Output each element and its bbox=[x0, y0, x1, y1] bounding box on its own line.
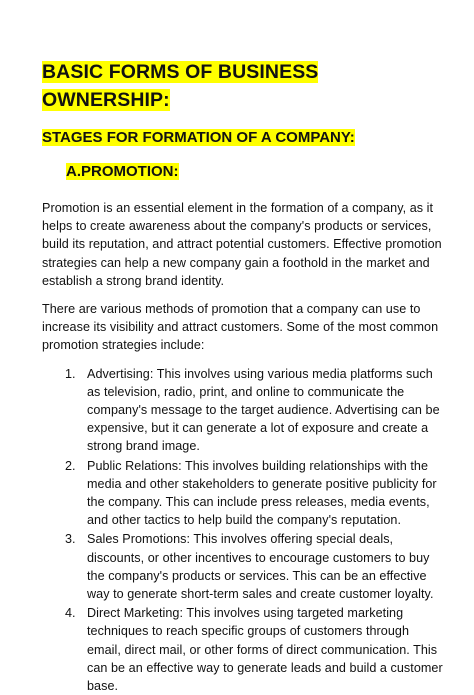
section-highlight: A.PROMOTION: bbox=[66, 163, 179, 180]
list-item-number: 1. bbox=[65, 366, 76, 381]
list-item bbox=[42, 365, 444, 456]
list-item-text: Advertising: This involves using various media platforms such as television, radio, print, and online to communicate the company's message to the target audience. Advertising can be expensive, but it can generate a lot of exposure and create a strong brand image. bbox=[87, 366, 440, 454]
list-item-number: 4. bbox=[65, 606, 76, 621]
section-heading bbox=[66, 161, 444, 183]
list-item-text: Public Relations: This involves building relationships with the media and other stakeholders to generate positive publicity for the company. This can include press releases, media events, and other tactics to help build the company's reputation. bbox=[87, 458, 437, 528]
list-item bbox=[42, 457, 444, 530]
document-subtitle bbox=[42, 127, 444, 149]
document-title bbox=[42, 58, 444, 114]
list-item-text: Sales Promotions: This involves offering special deals, discounts, or other incentives to encourage customers to buy the company's products or services. This can be an effective way to generate short-term sales and create customer loyalty. bbox=[87, 532, 434, 602]
methods-paragraph: There are various methods of promotion that a company can use to increase its visibility and attract customers. Some of the most common promotion strategies include: bbox=[42, 302, 439, 353]
list-item bbox=[42, 530, 444, 603]
list-item-number: 3. bbox=[65, 532, 76, 547]
promotion-strategies-list bbox=[42, 365, 444, 695]
intro-paragraph: Promotion is an essential element in the formation of a company, as it helps to create awareness about the company's products or services, build its reputation, and attract potential customers. Effective promotion strategies can help a new company gain a foothold in the market and establish a strong brand identity. bbox=[42, 201, 442, 288]
list-item bbox=[42, 604, 444, 695]
subtitle-highlight: STAGES FOR FORMATION OF A COMPANY: bbox=[42, 129, 355, 146]
title-highlight: BASIC FORMS OF BUSINESS OWNERSHIP: bbox=[42, 61, 319, 111]
list-item-text: Direct Marketing: This involves using targeted marketing techniques to reach specific groups of customers through email, direct mail, or other forms of direct communication. This can be an effective way to generate leads and build a customer base. bbox=[87, 606, 443, 694]
list-item-number: 2. bbox=[65, 458, 76, 473]
